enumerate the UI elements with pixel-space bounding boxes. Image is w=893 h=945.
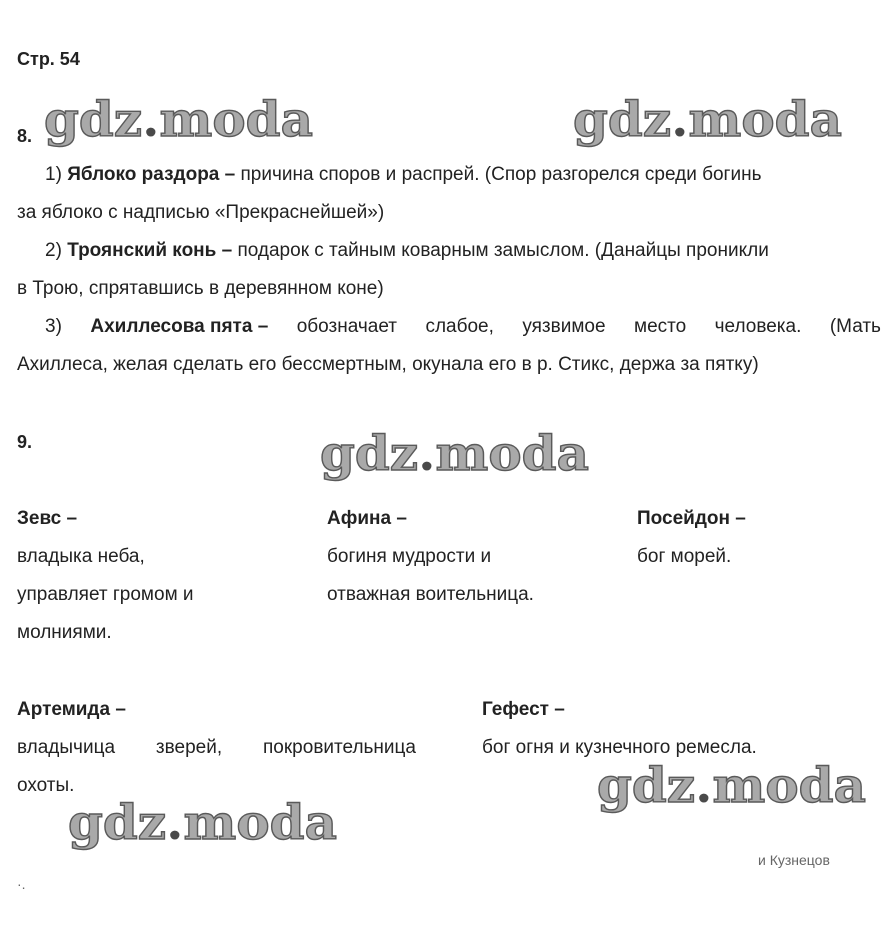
zeus-desc-line: молниями.: [17, 622, 112, 643]
q8-item2-line2: в Трою, спрятавшись в деревянном коне): [17, 278, 384, 299]
artemis-name: Артемида –: [17, 699, 126, 720]
q8-item2-definition: подарок с тайным коварным замыслом. (Данайцы проникли: [232, 240, 769, 261]
q8-item3-term: Ахиллесова пята –: [90, 316, 269, 337]
artemis-word: покровительница: [263, 737, 416, 758]
athena-desc-line: отважная воительница.: [327, 584, 534, 605]
artemis-desc-line2: охоты.: [17, 775, 75, 796]
question-9-number: 9.: [17, 432, 33, 452]
q8-item3-prefix: 3): [45, 316, 62, 337]
zeus-desc-line: владыка неба,: [17, 546, 145, 567]
poseidon-name: Посейдон –: [637, 508, 746, 529]
q8-item3-word: обозначает: [296, 316, 397, 337]
q8-item3-word: место: [634, 316, 687, 337]
page-label: Стр. 54: [17, 49, 80, 69]
cut-off-mark: ·.: [17, 876, 26, 892]
q8-item3-word: уязвимое: [522, 316, 606, 337]
artemis-desc-line1: [17, 729, 416, 767]
athena-desc-line: богиня мудрости и: [327, 546, 492, 567]
poseidon-desc-line: бог морей.: [637, 546, 732, 567]
q8-item3-line1: [45, 308, 881, 346]
hephaestus-desc-line: бог огня и кузнечного ремесла.: [482, 737, 757, 758]
q8-item2-prefix: 2): [45, 240, 68, 261]
watermark-logo: gdz.moda: [44, 92, 313, 148]
q8-item2-term: Троянский конь –: [67, 240, 233, 261]
q8-item3-line2: Ахиллеса, желая сделать его бессмертным, окунала его в р. Стикс, держа за пятку): [17, 354, 759, 375]
q8-item1-line1: [45, 156, 762, 194]
watermark-logo: gdz.moda: [320, 426, 589, 482]
q8-item3-word: человека.: [714, 316, 802, 337]
q8-item1-line2: за яблоко с надписью «Прекраснейшей»): [17, 202, 385, 223]
artemis-word: зверей,: [155, 737, 223, 758]
watermark-logo: gdz.moda: [573, 92, 842, 148]
watermark-logo: gdz.moda: [597, 758, 866, 814]
watermark-logo: gdz.moda: [68, 795, 337, 851]
q8-item3-word: слабое,: [425, 316, 494, 337]
q8-item1-term: Яблоко раздора –: [67, 164, 236, 185]
athena-name: Афина –: [327, 508, 407, 529]
hephaestus-name: Гефест –: [482, 699, 565, 720]
cut-off-text: и Кузнецов: [758, 852, 830, 868]
zeus-name: Зевс –: [17, 508, 78, 529]
q8-item3-word: (Мать: [829, 316, 881, 337]
q8-item1-prefix: 1): [45, 164, 68, 185]
question-8-number: 8.: [17, 126, 33, 146]
artemis-word: владычица: [17, 737, 116, 758]
q8-item1-definition: причина споров и распрей. (Спор разгорелся среди богинь: [235, 164, 762, 185]
zeus-desc-line: управляет громом и: [17, 584, 194, 605]
q8-item2-line1: [45, 232, 769, 270]
